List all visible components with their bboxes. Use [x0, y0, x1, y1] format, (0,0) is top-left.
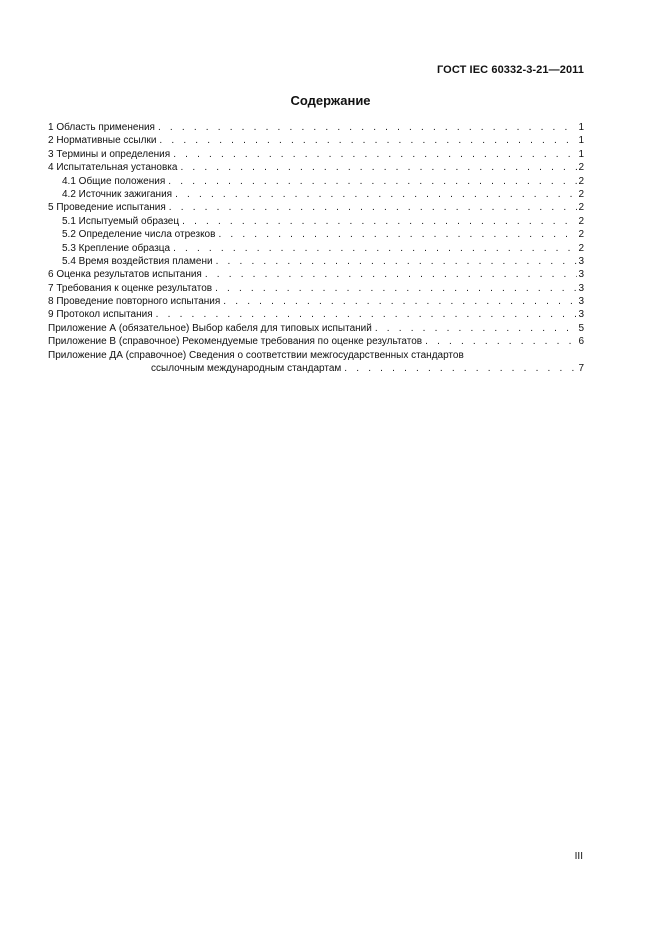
- toc-entry-6[interactable]: 6 Оценка результатов испытания . . . 3: [48, 268, 584, 281]
- document-code: ГОСТ IEC 60332-3-21—2011: [436, 64, 584, 76]
- toc-entry-5-3[interactable]: 5.3 Крепление образца . . . 2: [48, 242, 584, 255]
- toc-entry-4[interactable]: 4 Испытательная установка . . . 2: [48, 161, 584, 174]
- toc-entry-3[interactable]: 3 Термины и определения . . . 1: [48, 148, 584, 161]
- toc-entry-annex-da-line1[interactable]: Приложение ДА (справочное) Сведения о соответствии межгосударственных стандартов: [48, 349, 464, 361]
- toc-entry-4-2[interactable]: 4.2 Источник зажигания . . . 2: [48, 188, 584, 201]
- toc-entry-7[interactable]: 7 Требования к оценке результатов . . . 3: [48, 282, 584, 295]
- page-number: III: [574, 851, 583, 862]
- toc-entry-annex-b[interactable]: Приложение В (справочное) Рекомендуемые требования по оценке результатов . . . 6: [48, 335, 584, 348]
- toc-entry-5-1[interactable]: 5.1 Испытуемый образец . . . 2: [48, 215, 584, 228]
- toc-entry-9[interactable]: 9 Протокол испытания . . . 3: [48, 308, 584, 321]
- toc-entry-2[interactable]: 2 Нормативные ссылки . . . 1: [48, 134, 584, 147]
- toc-entry-annex-a[interactable]: Приложение А (обязательное) Выбор кабеля для типовых испытаний . . . 5: [48, 322, 584, 335]
- toc-entry-4-1[interactable]: 4.1 Общие положения . . . 2: [48, 175, 584, 188]
- table-of-contents: [48, 121, 584, 375]
- toc-entry-annex-da-line2[interactable]: ссылочным международным стандартам . . . 7: [48, 362, 584, 375]
- toc-entry-5-4[interactable]: 5.4 Время воздействия пламени . . . 3: [48, 255, 584, 268]
- toc-entry-5[interactable]: 5 Проведение испытания . . . 2: [48, 201, 584, 214]
- toc-entry-1[interactable]: 1 Область применения . . . 1: [48, 121, 584, 134]
- toc-title: Содержание: [290, 93, 371, 108]
- toc-entry-5-2[interactable]: 5.2 Определение числа отрезков . . . 2: [48, 228, 584, 241]
- toc-entry-8[interactable]: 8 Проведение повторного испытания . . . 3: [48, 295, 584, 308]
